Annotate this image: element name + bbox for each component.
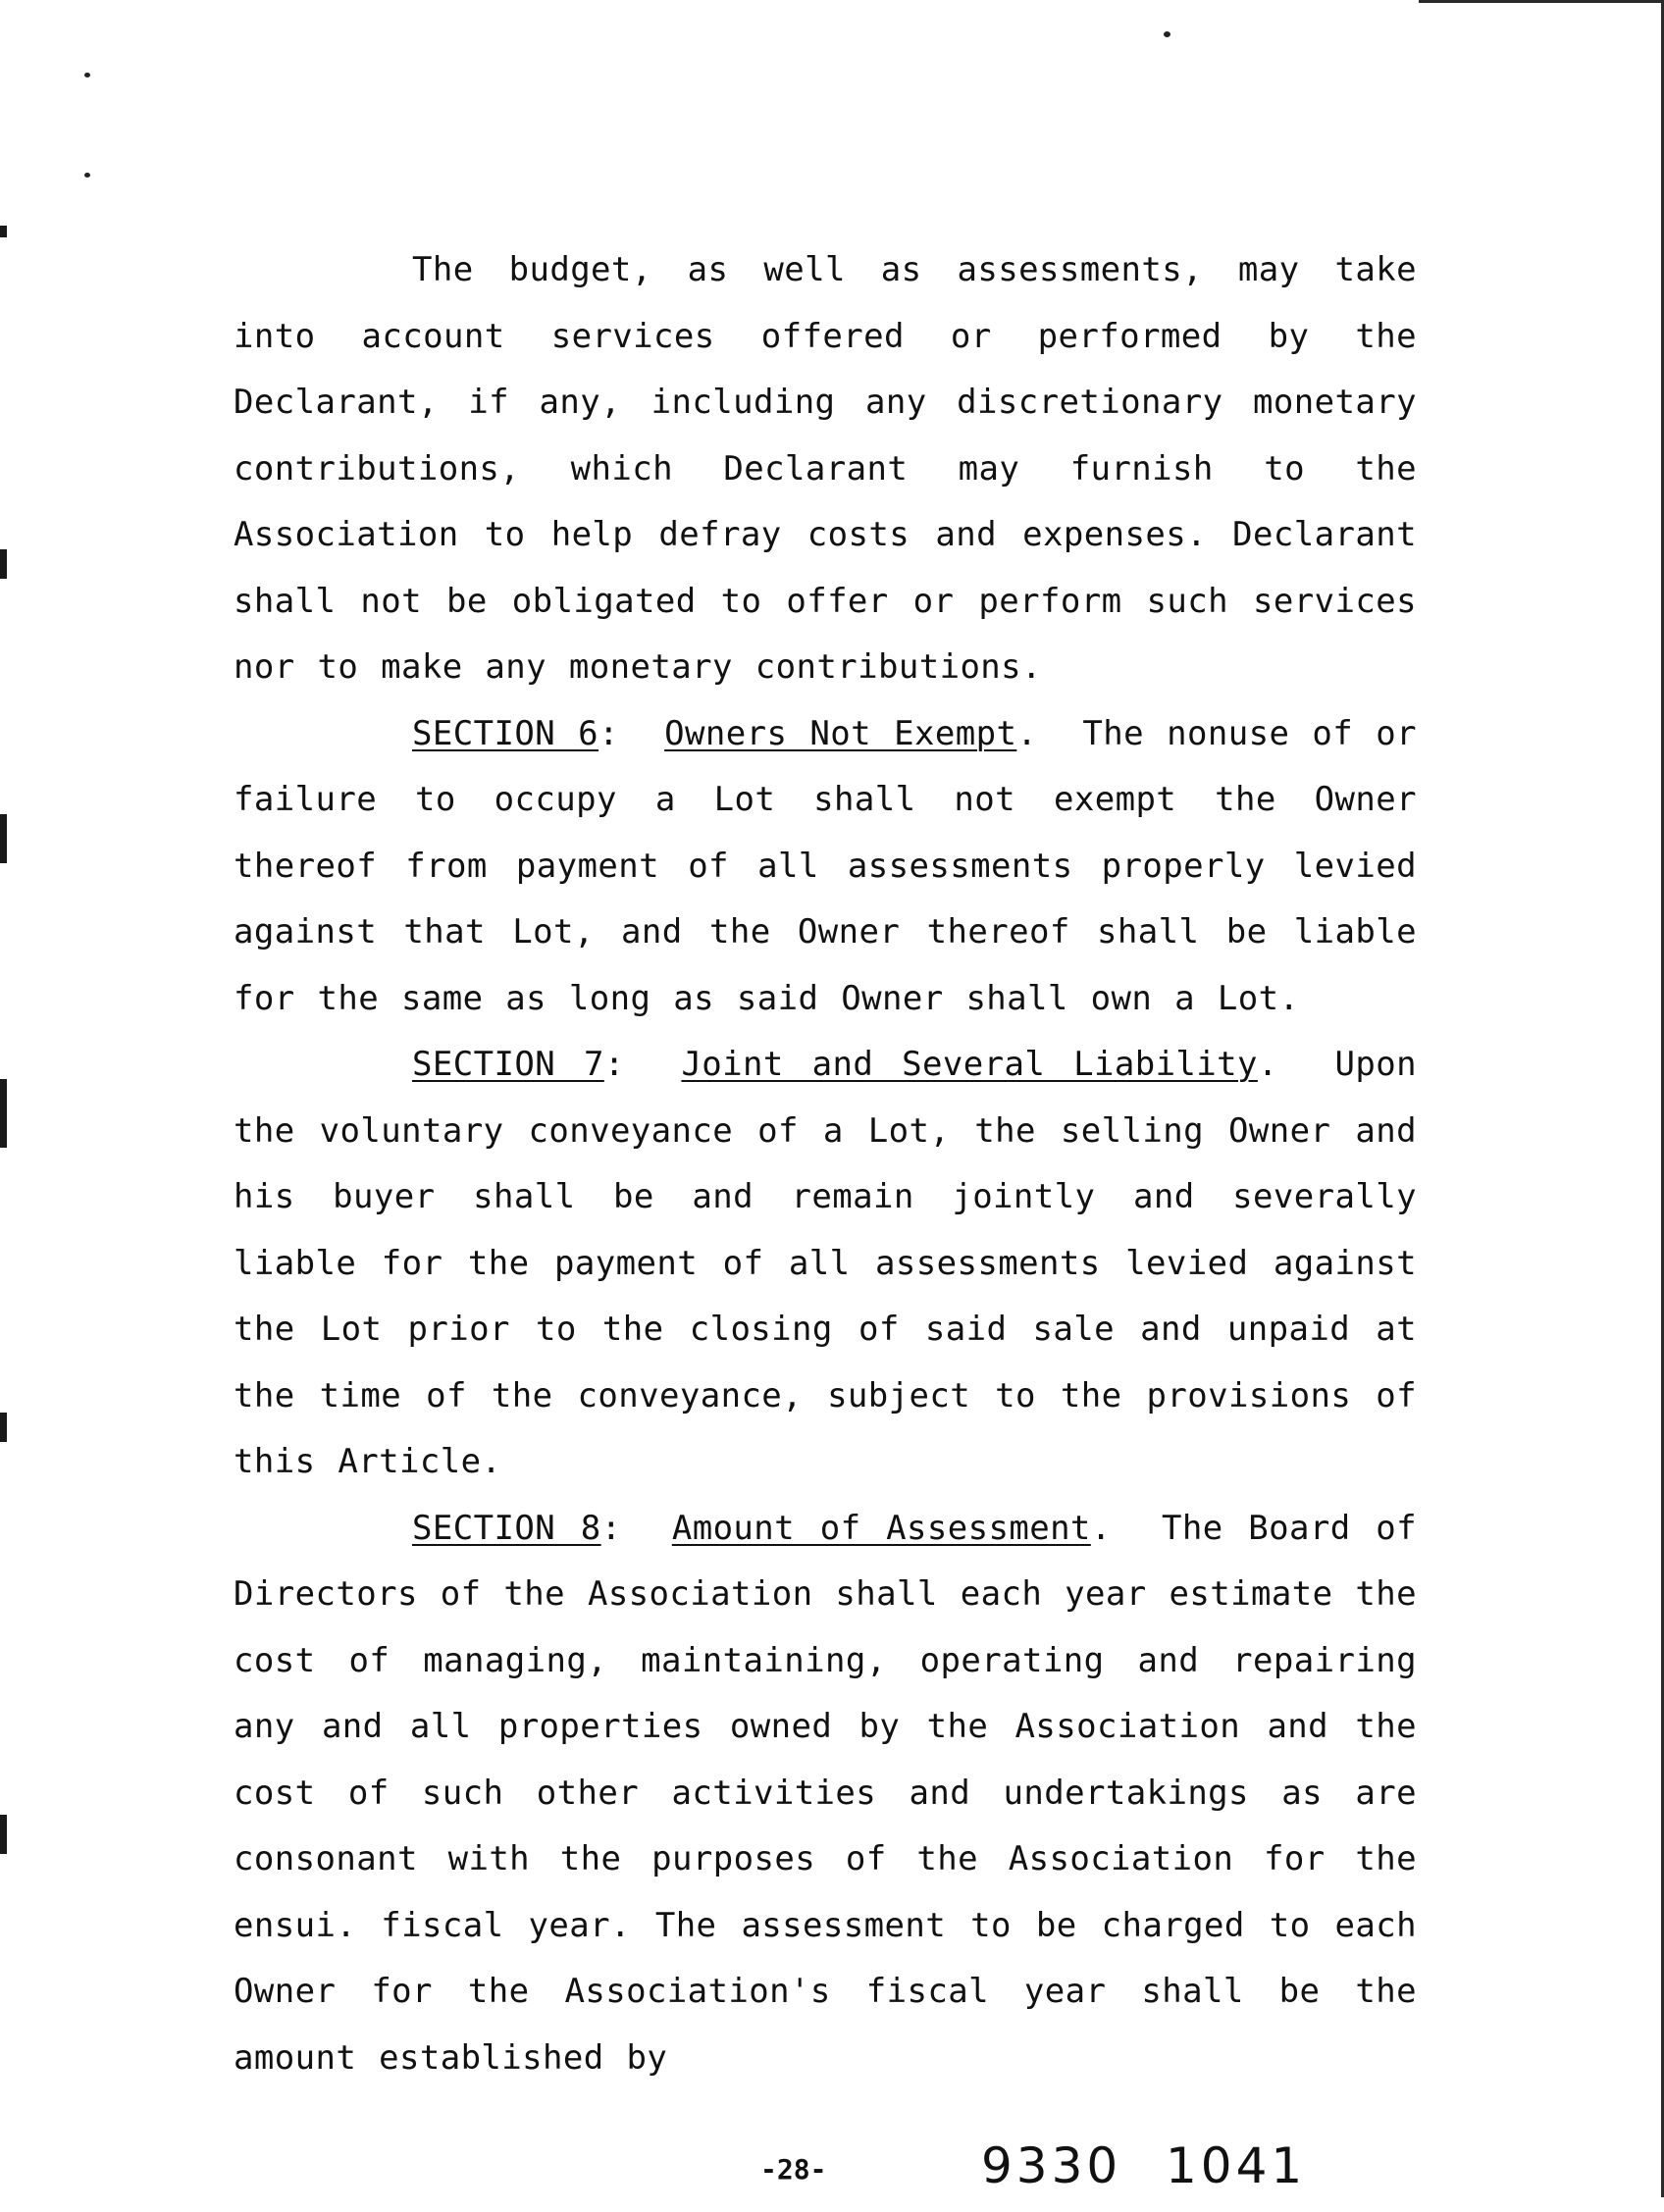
scan-edge-mark (0, 1413, 7, 1442)
scan-speck (84, 173, 90, 178)
paragraph-text: The nonuse of or failure to occupy a Lot shall not exempt the Owner thereof from payment of all assessments properly levied against that Lot, and the Owner thereof shall be liable for the same as long as said Owner shall own a Lot. (234, 713, 1418, 1018)
paragraph-section-8: SECTION 8: Amount of Assessment. The Board of Directors of the Association shall each year estimate the cost of managing, maintaining, operating and repairing any and all properties owned by the Association and the cost of such other activities and undertakings as are consonant with the purposes of the Association for the ensui. fiscal year. The assessment to be charged to each Owner for the Association's fiscal year shall be the amount established by (234, 1508, 1418, 2078)
section-number: SECTION 6 (412, 713, 599, 753)
document-body (234, 237, 1417, 2091)
scan-speck (84, 73, 90, 77)
paragraph-text: The budget, as well as assessments, may take into account services offered or performed by the Declarant, if any, including any discretionary monetary contributions, which Declarant may furnish to the Association to help defray costs and expenses. Declarant shall not be obligated to offer or perform such services nor to make any monetary contributions. (234, 250, 1417, 687)
scan-edge-mark (0, 814, 7, 863)
scan-edge-mark (0, 549, 7, 579)
section-heading: Owners Not Exempt (664, 713, 1017, 753)
paragraph-section-7: SECTION 7: Joint and Several Liability. Upon the voluntary conveyance of a Lot, the selling Owner and his buyer shall be and remain jointly and severally liable for the payment of all assessments levied against the Lot prior to the closing of said sale and unpaid at the time of the conveyance, subject to the provisions of this Article. (234, 1045, 1418, 1481)
section-heading: Amount of Assessment (671, 1508, 1091, 1548)
section-number: SECTION 8 (412, 1508, 601, 1548)
paragraph-text: The Board of Directors of the Association shall each year estimate the cost of managing, maintaining, operating and repairing any and all properties owned by the Association and the cost of such other activities and undertakings as are consonant with the purposes of the Association for the ensui. fiscal year. The assessment to be charged to each Owner for the Association's fiscal year shall be the amount established by (234, 1508, 1418, 2078)
paragraph-text: Upon the voluntary conveyance of a Lot, the selling Owner and his buyer shall be and remain jointly and severally liable for the payment of all assessments levied against the Lot prior to the closing of said sale and unpaid at the time of the conveyance, subject to the provisions of this Article. (234, 1045, 1418, 1481)
page-number: -28- (760, 2153, 827, 2186)
scan-speck (1164, 31, 1170, 37)
scan-edge-mark (0, 1079, 7, 1148)
scan-edge-mark (0, 226, 7, 237)
paragraph-section-6: SECTION 6: Owners Not Exempt. The nonuse of or failure to occupy a Lot shall not exempt the Owner thereof from payment of all assessments properly levied against that Lot, and the Owner thereof shall be liable for the same as long as said Owner shall own a Lot. (234, 713, 1418, 1018)
scan-top-edge (1419, 0, 1664, 3)
scan-edge-mark (0, 1815, 7, 1854)
section-number: SECTION 7 (412, 1045, 604, 1084)
paragraph-budget (234, 237, 1417, 701)
section-heading: Joint and Several Liability (681, 1045, 1258, 1084)
page-footer (0, 2137, 1664, 2212)
document-code: 1041 (1166, 2137, 1307, 2194)
document-code: 9330 (981, 2137, 1122, 2194)
